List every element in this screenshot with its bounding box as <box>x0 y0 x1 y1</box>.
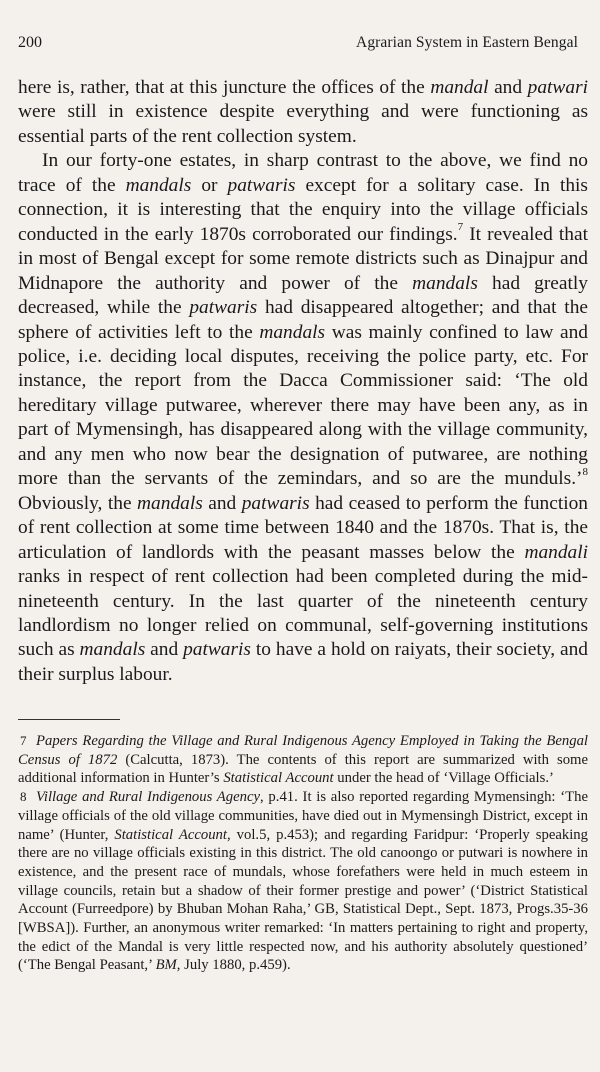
text-span: to have a hold on raiyats, their society, and their surplus labour. <box>18 639 588 685</box>
footnote-8 <box>18 788 588 975</box>
running-title: Agrarian System in Eastern Bengal <box>356 34 578 51</box>
page-number: 200 <box>18 34 42 51</box>
text-span: , p.41. It is also reported regarding Mymensingh: ‘The village officials of the old village communities, have died out in Mymensingh District, except in name’ (Hunter, <box>18 789 588 843</box>
italic-term: patwaris <box>183 639 251 661</box>
text-span: except for a solitary case. In this connection, it is interesting that the enquiry into the village officials conducted in the early 1870s corroborated our findings. <box>18 174 588 245</box>
italic-title: BM <box>155 957 177 974</box>
text-span: had greatly decreased, while the <box>18 272 588 319</box>
footnote-divider <box>18 719 120 720</box>
text-span: ranks in respect of rent collection had been completed during the mid-nineteenth century. In the last quarter of the nineteenth century landlordism no longer relied on communal, self-governing institutions such as <box>18 566 588 661</box>
italic-term: mandals <box>79 639 146 661</box>
footnote-number: 7 <box>20 733 27 748</box>
text-span: , vol.5, p.453); and regarding Faridpur: ‘Properly speaking there are no village officials existing in this district. The old canoongo or putwari is nowhere in existence, and the present race of mundals, whose forefathers were held in much esteem in village councils, retain but a shadow of their former prestige and power’ (‘District Statistical Account (Furreedpore) by Bhuban Mohan Raha,’ GB, Statistical Dept., Sept. 1873, Progs.35-36 [WBSA]). Further, an anonymous writer remarked: ‘In matters pertaining to right and property, the edict of the Mandal is very little respected now, and his authority absolutely questioned’ (‘The Bengal Peasant,’ <box>18 826 588 974</box>
footnote-number: 8 <box>20 789 27 805</box>
text-span: and <box>202 492 242 514</box>
italic-term: patwaris <box>189 297 258 319</box>
italic-term: patwaris <box>241 492 310 514</box>
text-span: Obviously, the <box>18 492 138 514</box>
footnote-ref-7[interactable]: 7 <box>457 221 464 234</box>
paragraph-2 <box>18 149 588 687</box>
text-span: , July 1880, p.459). <box>176 957 291 974</box>
italic-term: mandals <box>137 492 203 514</box>
text-span: It revealed that in most of Bengal except for some remote districts such as Dinajpur and Midnapore the authority and power of the <box>18 223 588 294</box>
text-span: (Calcutta, 1873). The contents of this report are summarized with some additional information in Hunter’s <box>18 751 589 787</box>
italic-term: mandals <box>125 174 192 196</box>
text-span: here is, rather, that at this juncture the offices of the <box>18 77 431 98</box>
text-span: and <box>488 77 528 98</box>
text-span: In our forty-one estates, in sharp contrast to the above, we find no trace of the <box>18 150 588 196</box>
italic-term: mandali <box>524 541 588 563</box>
italic-title: Statistical Account <box>114 826 227 843</box>
text-span: had ceased to perform the function of rent collection at some time between 1840 and the 1870s. That is, the articulation of landlords with the peasant masses below the <box>18 492 589 563</box>
text-span: and <box>145 639 184 661</box>
footnote-ref-8[interactable]: 8 <box>582 465 588 478</box>
italic-title: Statistical Account <box>223 770 334 787</box>
text-span: had disappeared altogether; and that the sphere of activities left to the <box>18 297 588 343</box>
paragraph-1 <box>18 76 588 149</box>
text-span: was mainly confined to law and police, i.e. deciding local disputes, receiving the police party, etc. For instance, the report from the Dacca Commissioner said: ‘The old hereditary village putwaree, wherever there may have been any, as in part of Mymensingh, has disappeared along with the village community, and any men who now bear the designation of putwaree, are nothing more than the servants of the zemindars, and so are the munduls.’ <box>18 321 588 490</box>
text-span: or <box>191 174 228 196</box>
italic-term: patwari <box>527 77 588 98</box>
footnote-7 <box>18 732 588 788</box>
italic-term: patwaris <box>227 174 296 196</box>
italic-title: Papers Regarding the Village and Rural Indigenous Agency Employed in Taking the Bengal Census of 1872 <box>18 733 588 768</box>
footnotes <box>18 732 588 975</box>
italic-title: Village and Rural Indigenous Agency <box>36 789 261 806</box>
italic-term: mandals <box>412 272 478 294</box>
text-span: under the head of ‘Village Officials.’ <box>333 770 554 787</box>
running-header <box>18 34 578 52</box>
italic-term: mandal <box>430 77 489 98</box>
text-span: were still in existence despite everything and were functioning as essential parts of the rent collection system. <box>18 101 588 147</box>
italic-term: mandals <box>259 321 326 343</box>
main-text <box>18 76 588 687</box>
